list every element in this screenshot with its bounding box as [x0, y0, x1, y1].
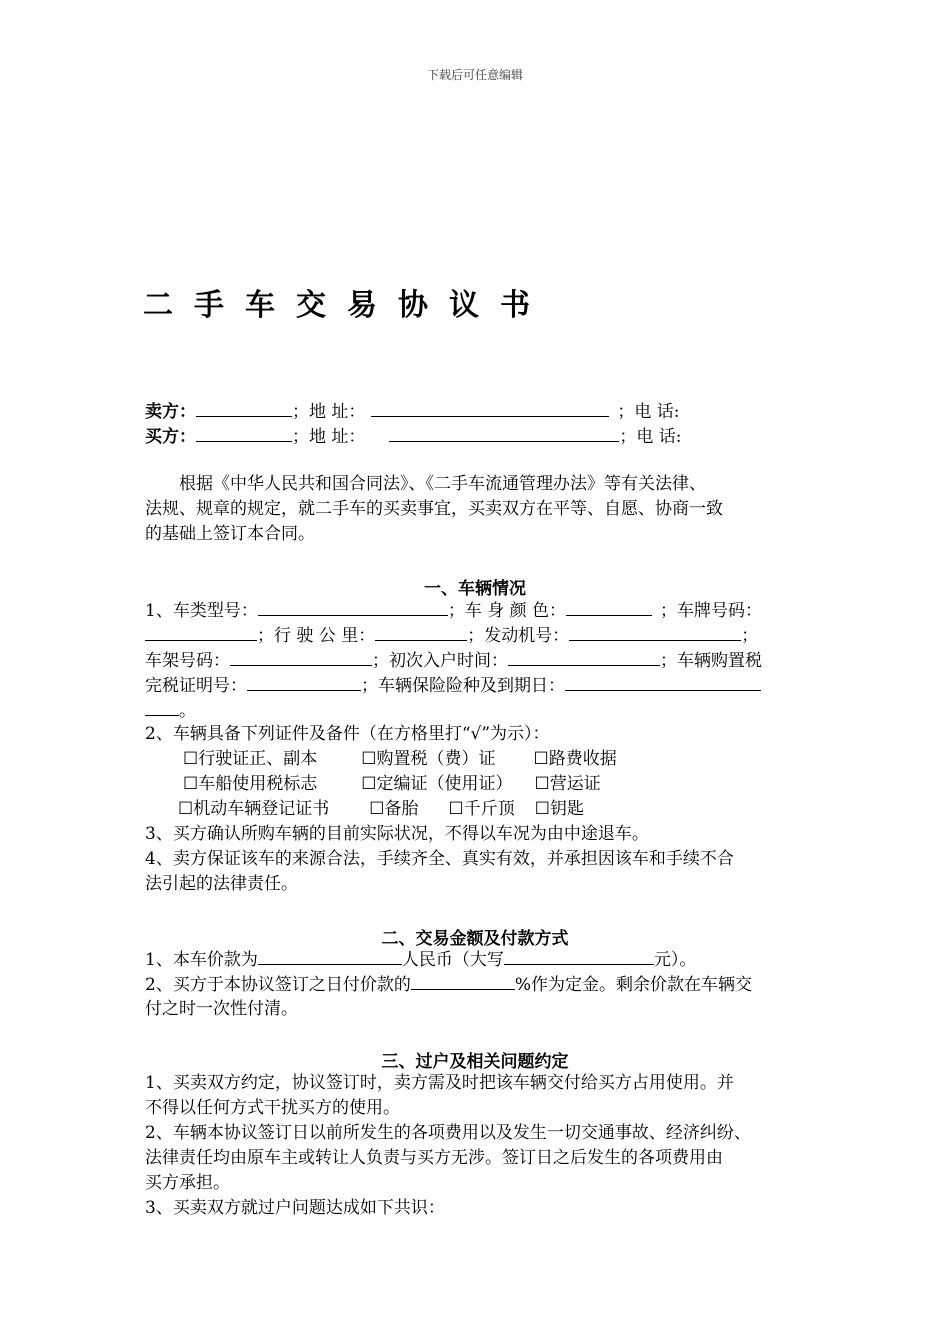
- doc-label: 备胎: [384, 799, 419, 819]
- doc-label: 路费收据: [548, 749, 617, 769]
- checkbox-icon[interactable]: ☐: [533, 749, 549, 769]
- mileage-blank[interactable]: [375, 623, 467, 641]
- seller-address-label: ；地 址：: [292, 402, 366, 422]
- insurance-label: ；车辆保险险种及到期日：: [361, 676, 565, 696]
- deposit-label: 2、买方于本协议签订之日付价款的: [145, 975, 411, 995]
- checkbox-icon[interactable]: ☐: [183, 774, 199, 794]
- s1-line-1: [145, 598, 762, 624]
- buyer-line: [145, 424, 682, 450]
- s2-line-2: [145, 972, 752, 998]
- seller-line: [145, 399, 680, 425]
- intro-line-2: 法规、规章的规定，就二手车的买卖事宜，买卖双方在平等、自愿、协商一致: [145, 499, 723, 519]
- buyer-address-label: ；地 址：: [292, 427, 366, 447]
- price-label: 1、本车价款为: [145, 950, 258, 970]
- tax-cert-label: 完税证明号：: [145, 676, 247, 696]
- tax-cert-blank[interactable]: [247, 673, 361, 691]
- s1-item-3: 3、买方确认所购车辆的目前实际状况，不得以车况为由中途退车。: [145, 824, 649, 844]
- checkbox-icon[interactable]: ☐: [534, 799, 550, 819]
- insurance-blank-cont[interactable]: [145, 698, 179, 716]
- checkbox-icon[interactable]: ☐: [534, 774, 550, 794]
- first-registration-label: ；初次入户时间：: [372, 651, 508, 671]
- doc-label: 机动车辆登记证书: [193, 799, 330, 819]
- checkbox-icon[interactable]: ☐: [448, 799, 464, 819]
- intro-line-1: 根据《中华人民共和国合同法》、《二手车流通管理办法》等有关法律、: [179, 474, 706, 494]
- body-color-label: ；车 身 颜 色：: [447, 601, 567, 621]
- doc-label: 定编证（使用证）: [376, 774, 513, 794]
- seller-phone-label: ；电 话:: [617, 402, 680, 422]
- plate-label: ；车牌号码：: [660, 601, 763, 621]
- s3-line: 不得以任何方式干扰买方的使用。: [145, 1098, 400, 1118]
- document-title: 二手车交易协议书: [143, 288, 551, 323]
- seller-address-blank[interactable]: [371, 399, 609, 417]
- section-1-heading: 一、车辆情况: [424, 579, 526, 599]
- insurance-blank[interactable]: [565, 673, 761, 691]
- checkbox-icon[interactable]: ☐: [178, 799, 194, 819]
- body-color-blank[interactable]: [566, 598, 652, 616]
- docs-row-3: [178, 797, 584, 822]
- period: 。: [179, 701, 196, 721]
- doc-label: 车船使用税标志: [198, 774, 318, 794]
- deposit-blank[interactable]: [411, 972, 515, 990]
- doc-label: 千斤顶: [463, 799, 515, 819]
- docs-row-2: [183, 772, 601, 797]
- s2-line-3: 付之时一次性付清。: [145, 999, 298, 1019]
- seller-name-blank[interactable]: [196, 399, 292, 417]
- first-registration-blank[interactable]: [508, 648, 660, 666]
- s3-line: 3、买卖双方就过户问题达成如下共识：: [145, 1198, 445, 1218]
- doc-label: 行驶证正、副本: [198, 749, 318, 769]
- vehicle-type-label: 1、车类型号：: [145, 601, 258, 621]
- s1-line-2: [145, 623, 758, 649]
- s1-line-4: [145, 673, 761, 699]
- mileage-label: ；行 驶 公 里：: [257, 626, 376, 646]
- checkbox-icon[interactable]: ☐: [369, 799, 385, 819]
- price-blank[interactable]: [258, 947, 402, 965]
- s1-line-3: [145, 648, 762, 674]
- checkbox-icon[interactable]: ☐: [361, 774, 377, 794]
- vin-label: 车架号码：: [145, 651, 230, 671]
- s1-item-2: 2、车辆具备下列证件及备件（在方格里打“√”为示）：: [145, 724, 550, 744]
- s2-line-1: [145, 947, 696, 973]
- buyer-name-blank[interactable]: [196, 424, 292, 442]
- s1-line-5: [145, 698, 196, 724]
- plate-blank[interactable]: [145, 623, 257, 641]
- s1-item-4a: 4、卖方保证该车的来源合法，手续齐全、真实有效，并承担因该车和手续不合: [145, 849, 734, 869]
- section-3-heading: 三、过户及相关问题约定: [381, 1052, 569, 1072]
- s3-line: 法律责任均由原车主或转让人负责与买方无涉。签订日之后发生的各项费用由: [145, 1148, 723, 1168]
- engine-no-label: ；发动机号：: [467, 626, 570, 646]
- semicolon: ；: [741, 626, 759, 646]
- docs-row-1: [183, 747, 617, 772]
- buyer-address-blank[interactable]: [389, 424, 619, 442]
- doc-label: 营运证: [549, 774, 601, 794]
- section-2-heading: 二、交易金额及付款方式: [381, 929, 569, 949]
- vehicle-type-blank[interactable]: [258, 598, 448, 616]
- seller-label: 卖方：: [145, 402, 196, 422]
- purchase-tax-label: ；车辆购置税: [660, 651, 762, 671]
- buyer-label: 买方：: [145, 427, 196, 447]
- buyer-phone-label: ；电 话:: [619, 427, 682, 447]
- s3-line: 1、买卖双方约定，协议签订时，卖方需及时把该车辆交付给买方占用使用。并: [145, 1073, 734, 1093]
- intro-line-3: 的基础上签订本合同。: [145, 524, 315, 544]
- vin-blank[interactable]: [230, 648, 372, 666]
- engine-no-blank[interactable]: [569, 623, 741, 641]
- doc-label: 购置税（费）证: [376, 749, 496, 769]
- yuan-label: 元）。: [653, 950, 697, 970]
- header-note: 下载后可任意编辑: [426, 68, 523, 82]
- doc-label: 钥匙: [550, 799, 584, 819]
- s3-line: 买方承担。: [145, 1173, 230, 1193]
- deposit-rest-label: %作为定金。剩余价款在车辆交: [514, 975, 752, 995]
- checkbox-icon[interactable]: ☐: [183, 749, 199, 769]
- checkbox-icon[interactable]: ☐: [361, 749, 377, 769]
- s1-item-4b: 法引起的法律责任。: [145, 874, 298, 894]
- s3-line: 2、车辆本协议签订日以前所发生的各项费用以及发生一切交通事故、经济纠纷、: [145, 1123, 751, 1143]
- rmb-label: 人民币（大写: [401, 950, 504, 970]
- price-words-blank[interactable]: [504, 947, 654, 965]
